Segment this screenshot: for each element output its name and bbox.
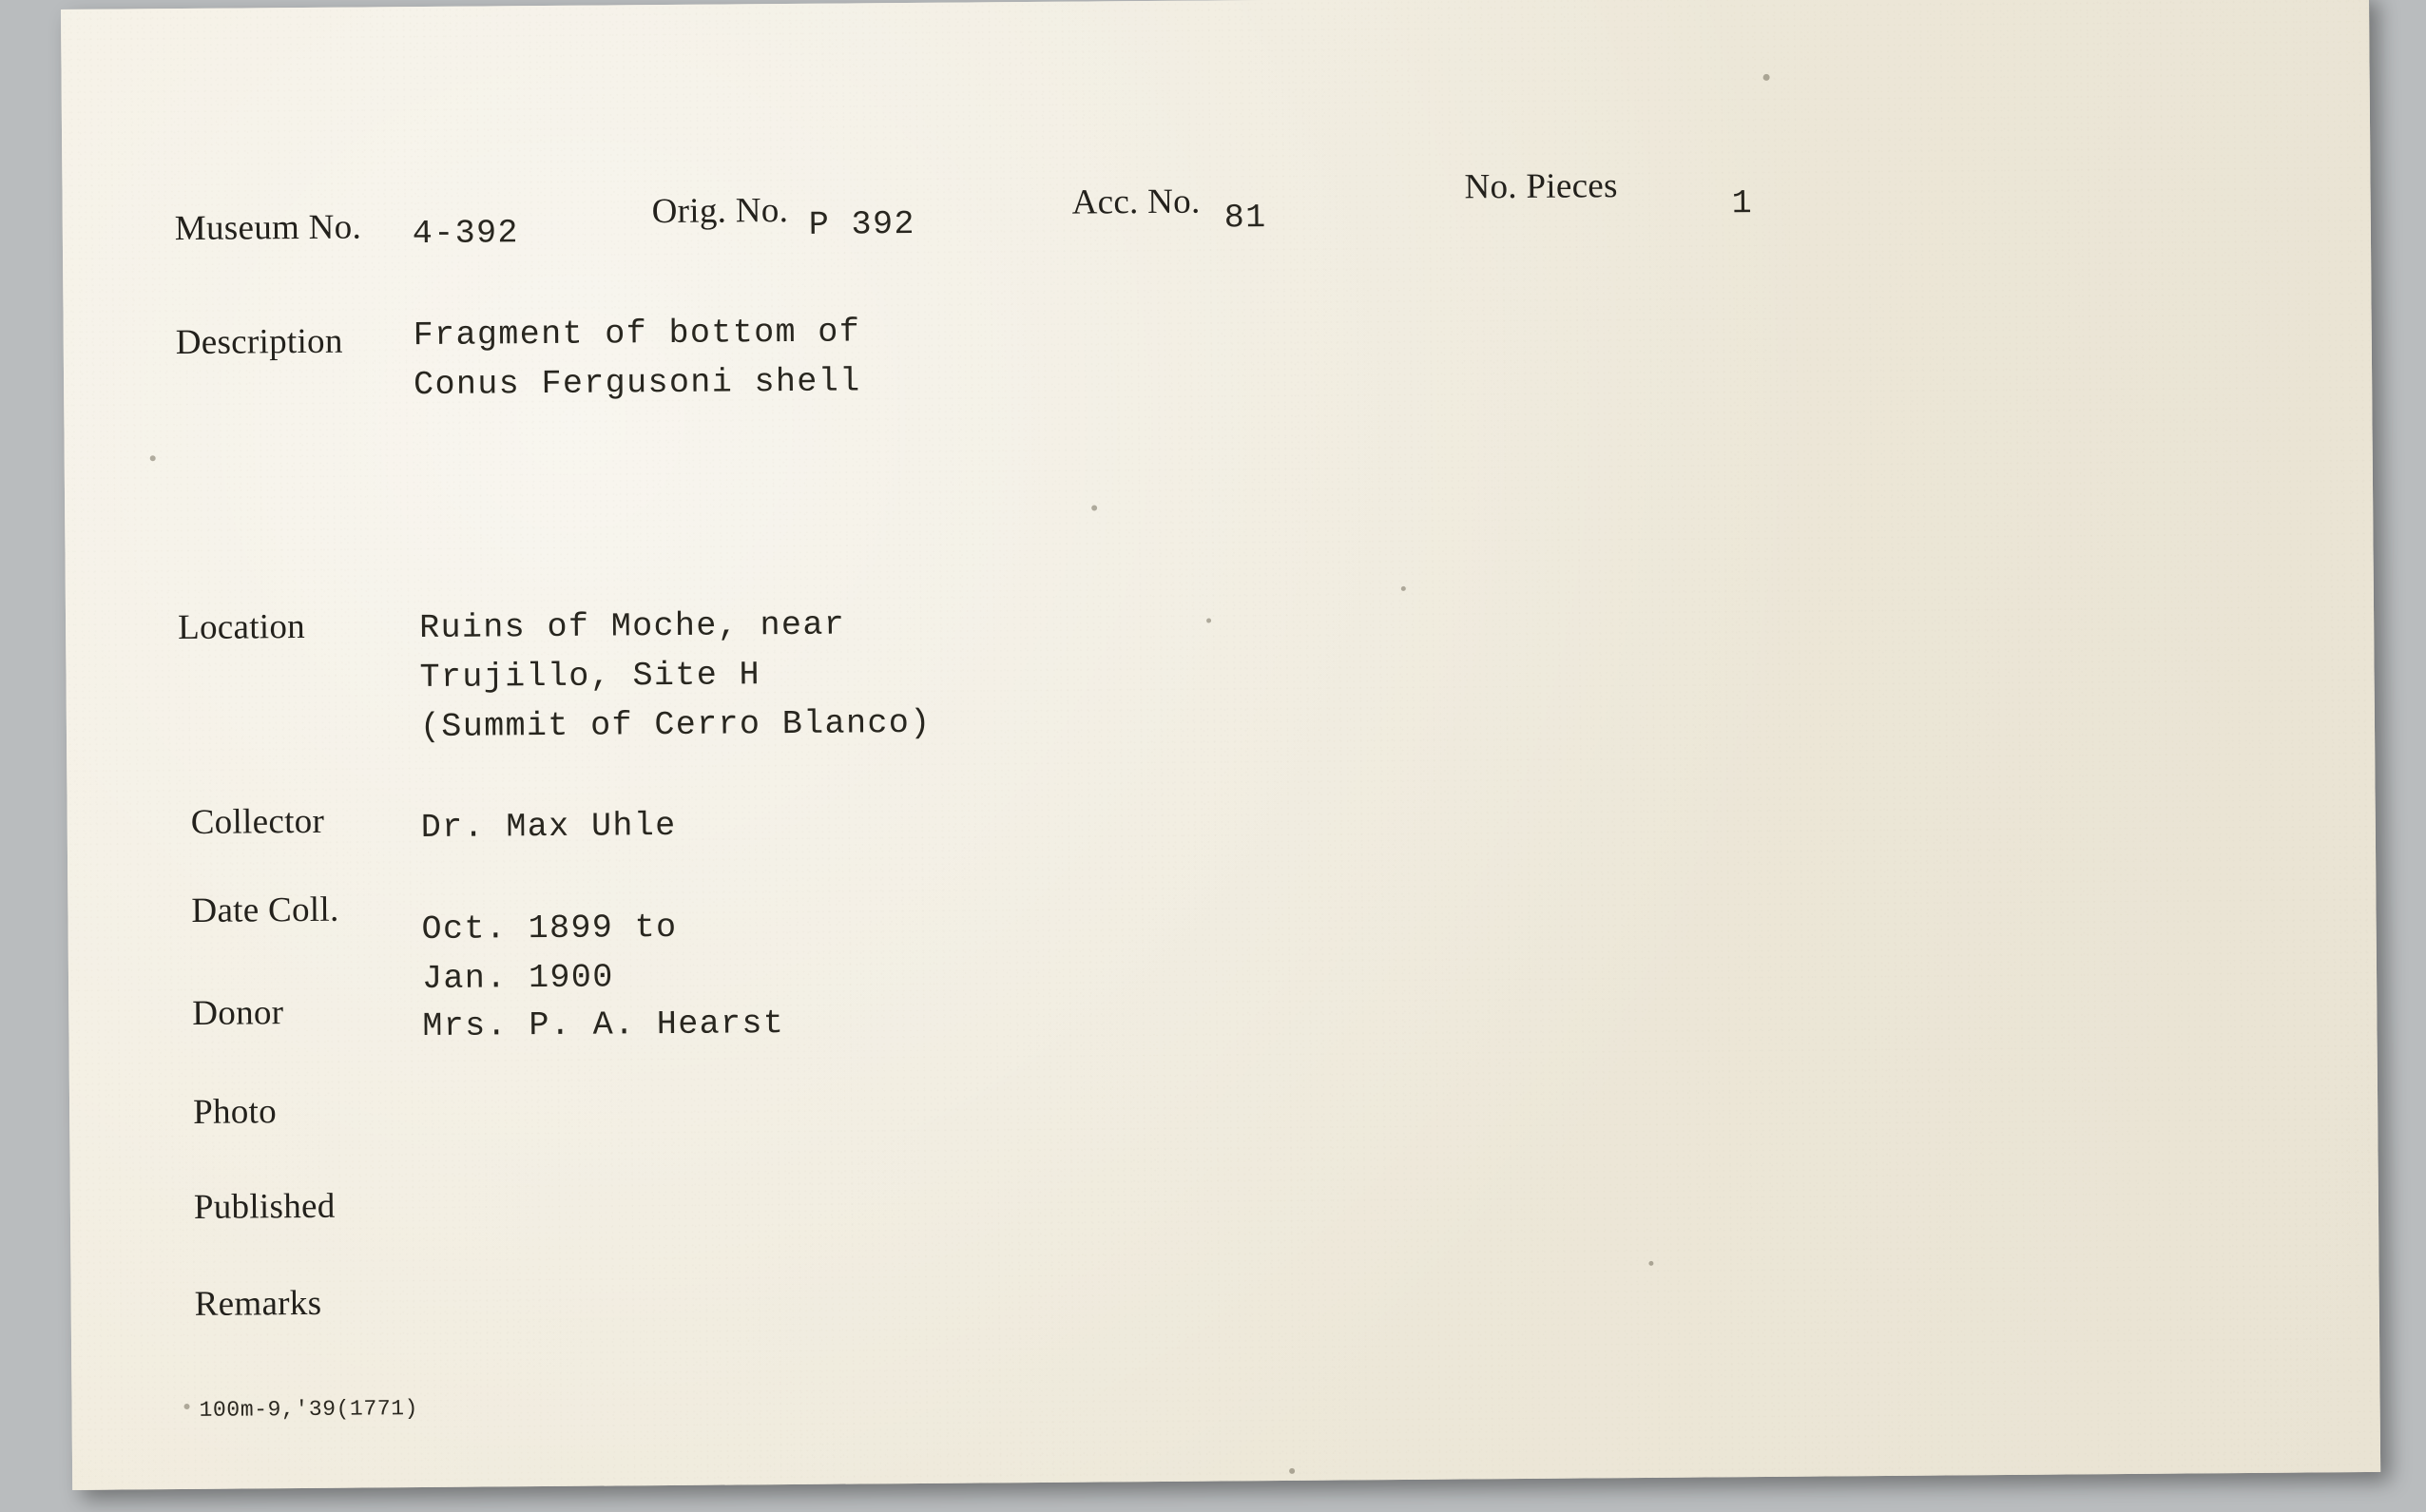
acc-no-value: 81 (1223, 199, 1267, 238)
collector-value: Dr. Max Uhle (420, 806, 677, 848)
orig-no-value: P 392 (808, 204, 915, 244)
no-pieces-value: 1 (1731, 184, 1754, 223)
paper-speck (1289, 1468, 1295, 1474)
date-coll-label: Date Coll. (191, 890, 339, 930)
paper-speck (1091, 505, 1097, 510)
paper-grain-texture (61, 0, 2380, 1490)
description-value: Fragment of bottom of Conus Fergusoni shell (413, 313, 861, 405)
paper-speck (150, 455, 156, 461)
paper-speck (1648, 1261, 1653, 1266)
paper-speck (184, 1404, 190, 1409)
location-value: Ruins of Moche, near Trujillo, Site H (Summit of Cerro Blanco) (418, 605, 932, 747)
remarks-label: Remarks (194, 1283, 322, 1324)
donor-value: Mrs. P. A. Hearst (422, 1005, 785, 1046)
photo-label: Photo (192, 1092, 278, 1132)
no-pieces-label: No. Pieces (1464, 166, 1618, 207)
orig-no-label: Orig. No. (651, 190, 789, 232)
acc-no-label: Acc. No. (1071, 182, 1201, 222)
location-label: Location (177, 607, 306, 648)
paper-speck (1401, 586, 1406, 591)
museum-no-label: Museum No. (174, 207, 362, 249)
museum-catalog-card (61, 0, 2380, 1490)
description-label: Description (175, 321, 343, 363)
donor-label: Donor (192, 993, 284, 1033)
museum-no-value: 4-392 (412, 214, 520, 254)
paper-speck (1763, 74, 1770, 81)
paper-speck (1206, 619, 1211, 623)
form-code: 100m-9,'39(1771) (199, 1396, 419, 1423)
collector-label: Collector (190, 801, 325, 842)
published-label: Published (193, 1186, 336, 1227)
date-coll-value: Oct. 1899 to Jan. 1900 (421, 908, 678, 999)
